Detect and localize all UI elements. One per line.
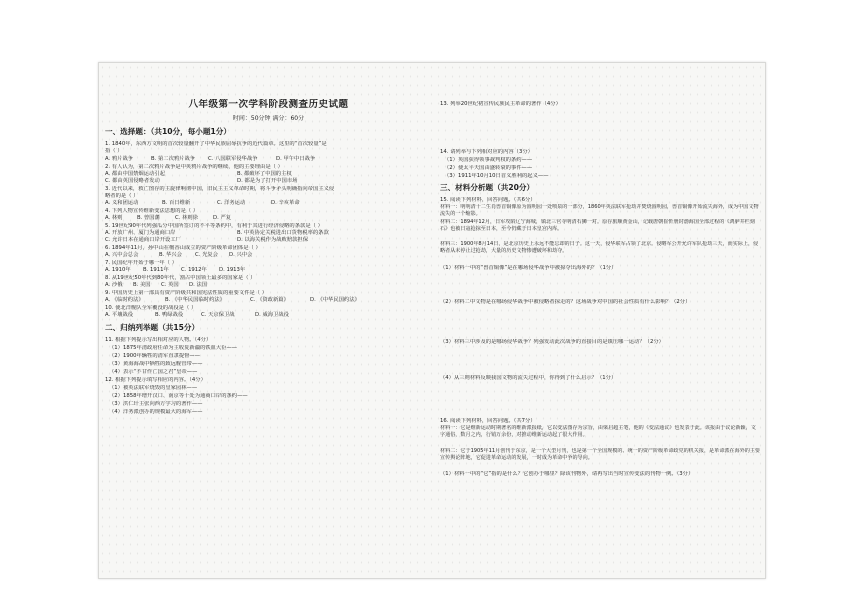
option-b: B. 曾国藩 [137,215,160,221]
question-5-options [105,230,432,244]
option-c: C. 天京保卫战 [201,312,235,318]
question-12-item: （1）被英法联军烧毁的皇家园林—— [109,385,198,391]
option-b: B. 《中华民国临时约法》 [165,297,225,303]
question-9-stem: 9. 中国历史上第一部具有资产阶级共和国宪法性质的重要文件是（ ） [105,290,268,296]
option-a: A. 1910年 [105,267,131,273]
question-16-stem: 16. 阅读下列材料，回答问题。（共7分） [440,418,536,424]
question-12-stem: 12. 根据下列提示填写相应的内容。（4分） [105,377,206,383]
question-8-options [105,282,432,289]
section-summary-heading: 二、归纳列举题（共15分） [105,323,200,332]
exam-title: 八年级第一次学科阶段测查历史试题 [188,99,349,110]
option-b: B. 1911年 [143,267,169,273]
option-a: A. 义和团运动 [105,200,139,206]
option-d: D. 威海卫战役 [255,312,289,318]
option-c: C. 光复会 [195,252,218,258]
material-2-text: 材料二：它于1905年11月创刊于东京，是一个大型月刊，也是第一个全国规模的、统一的资产阶级革命政党的机关报，是革命派在海外的主要宣传舆论阵地，它促进革命运动的发展，一时成为革命中争的导向。 [440,448,760,461]
question-4-options [105,215,432,222]
right-column [440,63,760,578]
option-d: D. 严复 [213,215,232,221]
question-15-sub-3: （3）材料三中涉及的是哪场侵华战争？列强发动此次战争的直接目的是镇压哪一运动？（2分） [440,339,664,345]
question-7-options [105,267,432,274]
option-d: D. 辛亥革命 [271,200,300,206]
question-6-stem: 6. 1894年11月，孙中山在檀香山成立的资产阶级革命团体是（ ） [105,245,261,251]
material-1-text: 材料一：明明清十二生肖兽首铜像原为圆明园一处喷泉的一部分，1860年英法联军抢劫并焚烧圆明园，兽首铜像开始流失海外，成为中国文物流失的一个缩影。 [440,204,759,217]
option-d: D. 都是为了打开中国市场 [237,178,298,184]
option-d: D. 甲午中日战争 [276,156,316,162]
option-c: C. 英国 [161,282,179,288]
option-a: A. 开放广州、厦门为通商口岸 [105,230,176,236]
question-6-options [105,252,432,259]
exam-paper-sheet [98,62,766,579]
question-14-item: （1）英国获得领事裁判权的条约—— [444,157,533,163]
option-a: A. 《临时约法》 [105,297,144,303]
exam-subtitle: 时间：50分钟 满分：60分 [232,115,305,122]
question-2-options [105,171,432,185]
material-3-text: 材料三：1900年8月14日，是北京历史上永远不能忘却的日子。这一天，侵华联军占领了北京。侵略军公开允许军队抢劫三天，而实际上，侵略者从未停止过抢劫，大量的历史文物惨遭破坏和劫夺。 [440,241,759,254]
option-d: D. 《中华民国约法》 [310,297,360,303]
question-12-item: （3）洪仁玕主张向西方学习的著作—— [109,401,203,407]
question-15-stem: 15. 阅读下列材料，回答问题。（共6分） [440,197,536,203]
question-1-stem: 1. 1840年，东西方文明的首次较量翻开了中华民族屈辱抗争的近代篇章。这里的“首次较量”是 [105,141,327,147]
question-3-options [105,200,432,207]
question-9-options [105,297,432,304]
question-11-item: （3）黄海海战中牺牲的致远舰管带—— [109,361,203,367]
option-c: C. 林则徐 [175,215,198,221]
question-5-stem: 5. 19世纪90年代列强瓜分中国所签订的不平等条约中，有利于其进行经济侵略的条款是（ ） [105,223,323,229]
question-3-stem: 3. 近代以来，救亡图存的主旋律响彻中国，旧民主主义革命时期，将斗争矛头明确指向帝国主义侵 [105,186,335,192]
option-a: A. 都由中国禁烟运动引起 [105,171,165,177]
option-d: D. 1913年 [219,267,246,273]
option-b: B. 华兴会 [159,252,182,258]
question-16-sub-1: （1）材料一中的“它”指的是什么？它创办于哪里？除该刊物外，请再写出当时宣传变法的刊物一例。（3分） [440,471,694,477]
question-12-item: （4）洋务派创办的规模最大的海军—— [109,409,203,415]
question-1-options [105,156,432,163]
section-material-heading: 三、材料分析题（共20分） [440,183,535,192]
question-14-item: （2）使太平天国由盛转衰的事件—— [444,165,533,171]
option-c: C. 都由英国侵略者发动 [105,178,160,184]
option-a: A. 平壤战役 [105,312,134,318]
question-8-stem: 8. 从19世纪50年代到80年代，割占中国领土最多的国家是（ ） [105,275,256,281]
option-d: D. 兴中会 [229,252,253,258]
question-13-stem: 13. 列举20世纪初宣传民族民主革命的著作（4分） [440,101,561,107]
option-c: C. 1912年 [181,267,207,273]
question-15-sub-1: （1）材料一中的“兽首铜像”是在哪场侵华战争中被掠夺出海外的？（1分） [440,265,617,271]
option-b: B. 美国 [133,282,151,288]
question-11-item: （1）1875年清政府任命为主收复新疆的铁血大臣—— [109,345,238,351]
question-14-item: （3）1911年10月10日首义胜利的起义—— [444,173,549,179]
left-column [105,63,432,578]
option-c: C. 允许日本在通商口岸开设工厂 [105,237,181,243]
option-b: B. 鸭绿战役 [155,312,184,318]
question-15-sub-4: （4）从三则材料反映我国文物的流失过程中，你得到了什么启示？（1分） [440,375,617,381]
option-b: B. 百日维新 [162,200,191,206]
question-12-item: （2）1858年增开汉口、南京等十处为通商口岸的条约—— [109,393,248,399]
option-c: C. 八国联军侵华战争 [208,156,258,162]
question-10-stem: 10. 使北洋舰队全军覆没的战役是（ ） [105,305,197,311]
option-c: C. 洋务运动 [217,200,246,206]
option-a: A. 沙俄 [105,282,123,288]
question-14-stem: 14. 请列举与下列相对应的内容（3分） [440,149,533,155]
question-1-stem-cont: 指（ ） [105,148,123,154]
option-c: C. 《资政新篇》 [250,297,289,303]
option-b: B. 第二次鸦片战争 [151,156,196,162]
option-b: B. 中英协定关税进出口货物税率的条款 [237,230,329,236]
question-4-stem: 4. 下列人物宣传维新变法思想的是（ ） [105,208,199,214]
option-a: A. 鸦片战争 [105,156,134,162]
section-choice-heading: 一、选择题：（共10分，每小题1分） [105,127,231,136]
question-11-item: （2）1900年辆牲的清军直隶提督—— [109,353,201,359]
option-a: A. 林则 [105,215,123,221]
option-a: A. 兴中会总会 [105,252,139,258]
option-b: B. 都破坏了中国的主权 [237,171,292,177]
option-d: D. 以海关税作为战败赔款担保 [237,237,309,243]
question-7-stem: 7. 民国纪年开始于哪一年（ ） [105,260,177,266]
question-11-stem: 11. 根据下列提示写出相对应的人物。（4分） [105,337,212,343]
material-1-text: 材料一：它是维新运动时期著名的维新派报纸，它以变法图存为宗旨，由梁启超主笔，他的《变法通议》也发表于此。该报由于议论新颖，文字通俗，数月之内，行销万余份，对推动维新运动起了很大作用。 [440,425,756,438]
option-d: D. 法国 [189,282,208,288]
question-2-stem: 2. 有人认为，第二次鸦片战争是中英鸦片战争的继续，他的主要理由是（ ） [105,164,283,170]
question-3-stem-cont: 略者的是（ ） [105,193,139,199]
material-2-text: 材料二：1894年12月，日军攻陷辽宁海城，镇北三官寺明清石狮一对。原存旅顺黄金山，记载唐朝崔忻册封渤海国全部过程的《鸿胪井栏刻石》也被日寇抢掠至日本，至今仍藏于日本皇宫内库。 [440,219,755,232]
question-11-item: （4）表示“不甘作亡国之君”皇帝—— [109,369,198,375]
question-15-sub-2: （2）材料二中文物是在哪场侵华战争中被侵略者掠走的？这场战争对中国的社会性质有什么影响？（2分） [440,299,691,305]
question-10-options [105,312,432,319]
